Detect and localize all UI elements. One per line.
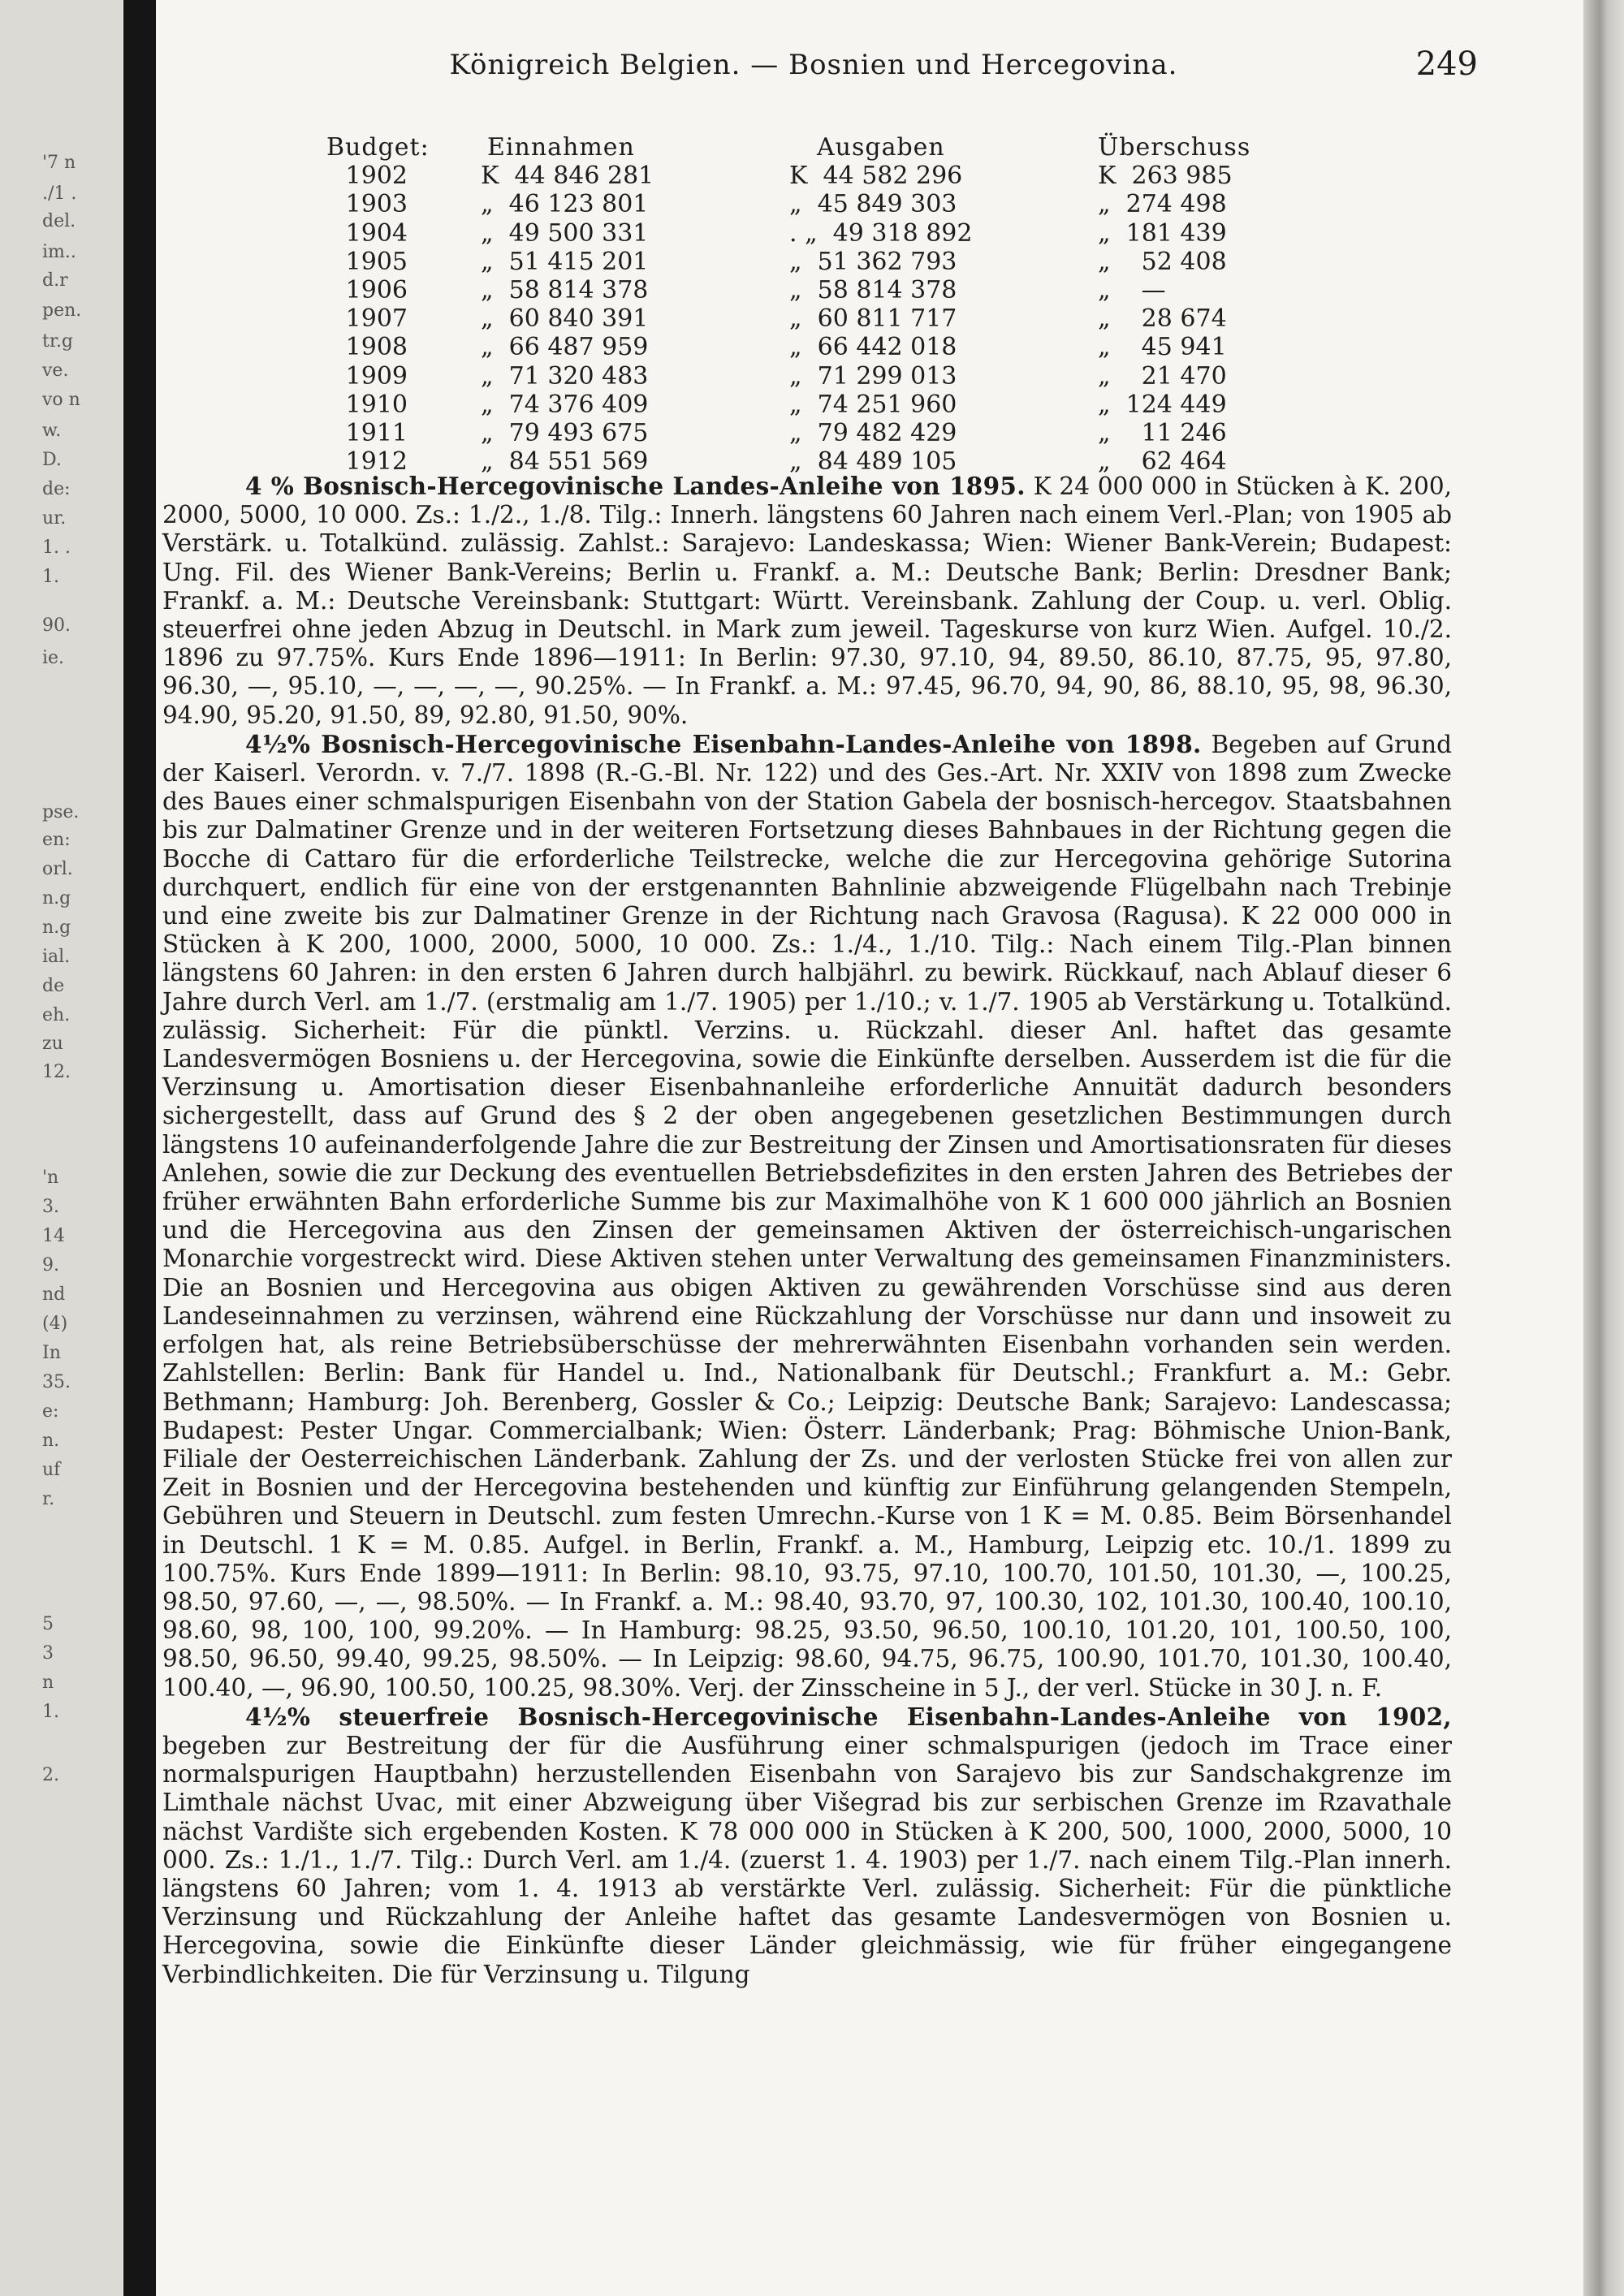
budget-income-cell: K 44 846 281 (481, 162, 654, 191)
margin-fragment: 2. (42, 1765, 59, 1785)
book-page (156, 0, 1583, 2296)
budget-income-cell: „ 79 493 675 (481, 418, 649, 447)
margin-fragment: ie. (42, 648, 65, 668)
budget-expense-cell: „ 60 811 717 (789, 304, 957, 334)
budget-income-cell: „ 58 814 378 (481, 275, 649, 304)
margin-fragment: 3. (42, 1197, 59, 1217)
budget-surplus-cell: „ 124 449 (1098, 390, 1227, 419)
budget-row (156, 333, 1455, 361)
budget-year-cell: 1902 (345, 162, 408, 191)
budget-row (156, 276, 1455, 304)
budget-year-cell: 1907 (345, 304, 408, 334)
budget-income-cell: „ 46 123 801 (481, 190, 649, 219)
margin-fragment: ./1 . (42, 183, 77, 204)
margin-fragment: uf (42, 1460, 61, 1480)
budget-row (156, 362, 1455, 391)
budget-surplus-cell: „ 274 498 (1098, 190, 1227, 219)
budget-surplus-cell: „ 45 941 (1098, 333, 1227, 362)
margin-fragment: n.g (42, 917, 71, 938)
facing-page-strip (0, 0, 122, 2296)
budget-income-cell: „ 66 487 959 (481, 333, 649, 362)
budget-expense-cell: K 44 582 296 (789, 162, 963, 191)
margin-fragment: en: (42, 830, 71, 850)
section-1902 (162, 1703, 1452, 1989)
budget-year-cell: 1904 (345, 218, 408, 248)
margin-fragment: n (42, 1672, 54, 1693)
margin-fragment: '7 n (42, 153, 76, 173)
loan-sections (162, 472, 1452, 1989)
margin-fragment: 90. (42, 615, 71, 636)
budget-income-cell: „ 60 840 391 (481, 304, 649, 334)
budget-year-cell: 1906 (345, 275, 408, 304)
budget-row (156, 162, 1455, 190)
section-1898-body: Begeben auf Grund der Kaiserl. Verordn. v. 7./7. 1898 (R.-G.-Bl. Nr. 122) und des Ges.-Art. Nr. XXIV von 1898 zum Zwecke des Baues einer schmalspurigen Eisenbahn von der Station Gabela der bosnisch-hercegov. Staatsbahnen bis zur Dalmatiner Grenze und in der weiteren Fortsetzung dieses Bahnbaues in der Richtung gegen die Bocche di Cattaro für die erforderliche Teilstrecke, welche die zur Hercegovina gehörige Sutorina durchquert, endlich für eine von der erstgenannten Bahnlinie abzweigende Flügelbahn nach Trebinje und eine zweite bis zur Dalmatiner Grenze in der Richtung nach Gravosa (Ragusa). K 22 000 000 in Stücken à K 200, 1000, 2000, 5000, 10 000. Zs.: 1./4., 1./10. Tilg.: Nach einem Tilg.-Plan binnen längstens 60 Jahren: in den ersten 6 Jahren durch halbjährl. zu bewirk. Rückkauf, nach Ablauf dieser 6 Jahre durch Verl. am 1./7. (erstmalig am 1./7. 1905) per 1./10.; v. 1./7. 1905 ab Verstärkung u. Totalkünd. zulässig. Sicherheit: Für die pünktl. Verzins. u. Rückzahl. dieser Anl. haftet das gesamte Landesvermögen Bosniens u. der Hercegovina, sowie die Einkünfte derselben. Ausserdem ist die für die Verzinsung u. Amortisation dieser Eisenbahnanleihe erforderliche Annuität dadurch besonders sichergestellt, dass auf Grund des § 2 der oben angegebenen gesetzlichen Bestimmungen durch längstens 10 aufeinanderfolgende Jahre die zur Bestreitung der Zinsen und Amortisationsraten für dieses Anlehen, sowie die zur Deckung des eventuellen Betriebsdefizites in den ersten Jahren des Betriebes der früher erwähnten Bahn erforderliche Summe bis zur Maximalhöhe von K 1 600 000 jährlich an Bosnien und die Hercegovina aus den Zinsen der gemeinsamen Aktiven der österreichisch-ungarischen Monarchie vorgestreckt wird. Diese Aktiven stehen unter Verwaltung des gemeinsamen Finanzministers. Die an Bosnien und Hercegovina aus obigen Aktiven zu gewährenden Vorschüsse sind aus deren Landeseinnahmen zu verzinsen, während eine Rückzahlung der Vorschüsse nur dann und insoweit zu erfolgen hat, als reine Betriebsüberschüsse der mehrerwähnten Eisenbahn vorhanden sein werden. Zahlstellen: Berlin: Bank für Handel u. Ind., Nationalbank für Deutschl.; Frankfurt a. M.: Gebr. Bethmann; Hamburg: Joh. Berenberg, Gossler & Co.; Leipzig: Deutsche Bank; Sarajevo: Landescassa; Budapest: Pester Ungar. Commercialbank; Wien: Österr. Länderbank; Prag: Böhmische Union-Bank, Filiale der Oesterreichischen Länderbank. Zahlung der Zs. und der verlosten Stücke frei von allen zur Zeit in Bosnien und der Hercegovina bestehenden und künftig zur Einführung gelangenden Stempeln, Gebühren und Steuern in Deutschl. zum festen Umrechn.-Kurse von 1 K = M. 0.85. Beim Börsenhandel in Deutschl. 1 K = M. 0.85. Aufgel. in Berlin, Frankf. a. M., Hamburg, Leipzig etc. 10./1. 1899 zu 100.75%. Kurs Ende 1899—1911: In Berlin: 98.10, 93.75, 97.10, 100.70, 101.50, 101.30, —, 100.25, 98.50, 97.60, —, —, 98.50%. — In Frankf. a. M.: 98.40, 93.70, 97, 100.30, 102, 101.30, 100.40, 100.10, 98.60, 98, 100, 100, 99.20%. — In Hamburg: 98.25, 93.50, 96.50, 100.10, 101.20, 101, 100.50, 100, 98.50, 96.50, 99.40, 99.25, 98.50%. — In Leipzig: 98.60, 94.75, 96.75, 100.90, 101.70, 101.30, 100.40, 100.40, —, 96.90, 100.50, 100.25, 98.30%. Verj. der Zinsscheine in 5 J., der verl. Stücke in 30 J. n. F. (162, 730, 1452, 1702)
margin-fragment: n.g (42, 888, 71, 908)
budget-year-cell: 1912 (345, 447, 408, 477)
section-1898-title: 4½% Bosnisch-Hercegovinische Eisenbahn-Landes-Anleihe von 1898. (245, 729, 1202, 758)
margin-fragment: ve. (42, 360, 69, 381)
budget-expense-cell: „ 51 362 793 (789, 247, 957, 276)
margin-fragment: d.r (42, 270, 68, 291)
margin-fragment: eh. (42, 1005, 71, 1025)
budget-income-cell: „ 49 500 331 (481, 218, 649, 248)
budget-expense-cell: „ 66 442 018 (789, 333, 957, 362)
budget-year-cell: 1903 (345, 190, 408, 219)
margin-fragment: nd (42, 1284, 66, 1305)
margin-fragment: e: (42, 1401, 59, 1422)
budget-expense-cell: . „ 49 318 892 (789, 218, 973, 248)
budget-year-cell: 1910 (345, 390, 408, 419)
budget-header-expense: Ausgaben (817, 133, 945, 162)
budget-expense-cell: „ 74 251 960 (789, 390, 957, 419)
budget-expense-cell: „ 84 489 105 (789, 447, 957, 477)
budget-surplus-cell: K 263 985 (1098, 162, 1233, 191)
section-1895-title: 4 % Bosnisch-Hercegovinische Landes-Anleihe von 1895. (245, 472, 1026, 500)
margin-fragment: r. (42, 1489, 55, 1509)
budget-income-cell: „ 51 415 201 (481, 247, 649, 276)
margin-fragment: del. (42, 211, 76, 231)
page-edge (1583, 0, 1624, 2296)
budget-row (156, 248, 1455, 276)
budget-surplus-cell: „ 21 470 (1098, 361, 1227, 391)
budget-income-cell: „ 74 376 409 (481, 390, 649, 419)
budget-expense-cell: „ 45 849 303 (789, 190, 957, 219)
budget-rows (156, 162, 1455, 476)
margin-fragment: (4) (42, 1314, 68, 1334)
budget-income-cell: „ 84 551 569 (481, 447, 649, 477)
budget-expense-cell: „ 79 482 429 (789, 418, 957, 447)
page-number: 249 (1415, 45, 1478, 83)
margin-fragment: 12. (42, 1062, 71, 1082)
margin-fragment: w. (42, 421, 62, 441)
margin-fragment: 1. (42, 567, 59, 587)
section-1898 (162, 730, 1452, 1703)
budget-year-cell: 1911 (345, 418, 408, 447)
budget-surplus-cell: „ 181 439 (1098, 218, 1227, 248)
budget-table (156, 133, 1455, 476)
margin-fragment: de (42, 976, 65, 996)
margin-fragment: 14 (42, 1226, 65, 1246)
budget-header-surplus: Überschuss (1098, 133, 1251, 162)
budget-year-cell: 1909 (345, 361, 408, 391)
budget-income-cell: „ 71 320 483 (481, 361, 649, 391)
margin-fragment: n. (42, 1431, 60, 1451)
budget-surplus-cell: „ 11 246 (1098, 418, 1227, 447)
budget-row (156, 219, 1455, 248)
budget-surplus-cell: „ 52 408 (1098, 247, 1227, 276)
section-1902-body: begeben zur Bestreitung der für die Ausführung einer schmalspurigen (jedoch im Trace einer normalspurigen Hauptbahn) herzustellenden Eisenbahn von Sarajevo bis zur Sandschakgrenze im Limthale nächst Uvac, mit einer Abzweigung über Višegrad bis zur serbischen Grenze im Rzavathale nächst Vardište sich ergebenden Kosten. K 78 000 000 in Stücken à K 200, 500, 1000, 2000, 5000, 10 000. Zs.: 1./1., 1./7. Tilg.: Durch Verl. am 1./4. (zuerst 1. 4. 1903) per 1./7. nach einem Tilg.-Plan innerh. längstens 60 Jahren; vom 1. 4. 1913 ab verstärkte Verl. zulässig. Sicherheit: Für die pünktliche Verzinsung und Rückzahlung der Anleihe haftet das gesamte Landesvermögen von Bosnien u. Hercegovina, sowie die Einkünfte dieser Länder gleichmässig, wie für früher eingegangene Verbindlichkeiten. Die für Verzinsung u. Tilgung (162, 1731, 1452, 1988)
margin-fragment: 1. . (42, 537, 71, 558)
margin-fragment: ial. (42, 947, 71, 967)
budget-surplus-cell: „ 28 674 (1098, 304, 1227, 334)
budget-row (156, 419, 1455, 447)
margin-fragment: 5 (42, 1614, 54, 1634)
budget-row (156, 391, 1455, 419)
budget-row (156, 190, 1455, 218)
budget-row (156, 304, 1455, 333)
margin-fragment: 9. (42, 1255, 59, 1275)
margin-fragment: im.. (42, 242, 76, 262)
budget-expense-cell: „ 58 814 378 (789, 275, 957, 304)
budget-header-row (156, 133, 1455, 162)
section-1895-body: K 24 000 000 in Stücken à K. 200, 2000, 5000, 10 000. Zs.: 1./2., 1./8. Tilg.: Innerh. längstens 60 Jahren nach einem Verl.-Plan; von 1905 ab Verstärk. u. Totalkünd. zulässig. Zahlst.: Sarajevo: Landeskassa; Wien: Wiener Bank-Verein; Budapest: Ung. Fil. des Wiener Bank-Vereins; Berlin u. Frankf. a. M.: Deutsche Bank; Berlin: Dresdner Bank; Frankf. a. M.: Deutsche Vereinsbank: Stuttgart: Württ. Vereinsbank. Zahlung der Coup. u. verl. Oblig. steuerfrei ohne jeden Abzug in Deutschl. in Mark zum jeweil. Tageskurse von kurz Wien. Aufgel. 10./2. 1896 zu 97.75%. Kurs Ende 1896—1911: In Berlin: 97.30, 97.10, 94, 89.50, 86.10, 87.75, 95, 97.80, 96.30, —, 95.10, —, —, —, —, 90.25%. — In Frankf. a. M.: 97.45, 96.70, 94, 90, 86, 88.10, 95, 98, 96.30, 94.90, 95.20, 91.50, 89, 92.80, 91.50, 90%. (162, 473, 1452, 729)
section-1895 (162, 472, 1452, 730)
section-1902-title: 4½% steuerfreie Bosnisch-Hercegovinische Eisenbahn-Landes-Anleihe von 1902, (245, 1702, 1452, 1731)
budget-year-cell: 1905 (345, 247, 408, 276)
margin-fragment: pse. (42, 802, 80, 822)
budget-header-year: Budget: (326, 133, 430, 162)
margin-fragment: ur. (42, 508, 67, 529)
margin-fragment: 1. (42, 1702, 59, 1722)
margin-fragment: D. (42, 450, 62, 470)
margin-fragment: 3 (42, 1643, 54, 1664)
budget-header-income: Einnahmen (487, 133, 635, 162)
margin-fragment: zu (42, 1034, 63, 1054)
margin-fragment: vo n (42, 390, 80, 410)
margin-fragment: 'n (42, 1167, 59, 1188)
margin-fragment: 35. (42, 1372, 71, 1392)
margin-fragment: pen. (42, 300, 82, 321)
margin-fragment: tr.g (42, 331, 74, 352)
budget-surplus-cell: „ — (1098, 275, 1166, 304)
budget-expense-cell: „ 71 299 013 (789, 361, 957, 391)
margin-fragment: orl. (42, 859, 73, 879)
running-title: Königreich Belgien. — Bosnien und Hercegovina. (449, 49, 1178, 81)
margin-fragment: de: (42, 479, 71, 499)
budget-year-cell: 1908 (345, 333, 408, 362)
margin-fragment: In (42, 1343, 61, 1363)
budget-surplus-cell: „ 62 464 (1098, 447, 1227, 477)
book-gutter (123, 0, 156, 2296)
